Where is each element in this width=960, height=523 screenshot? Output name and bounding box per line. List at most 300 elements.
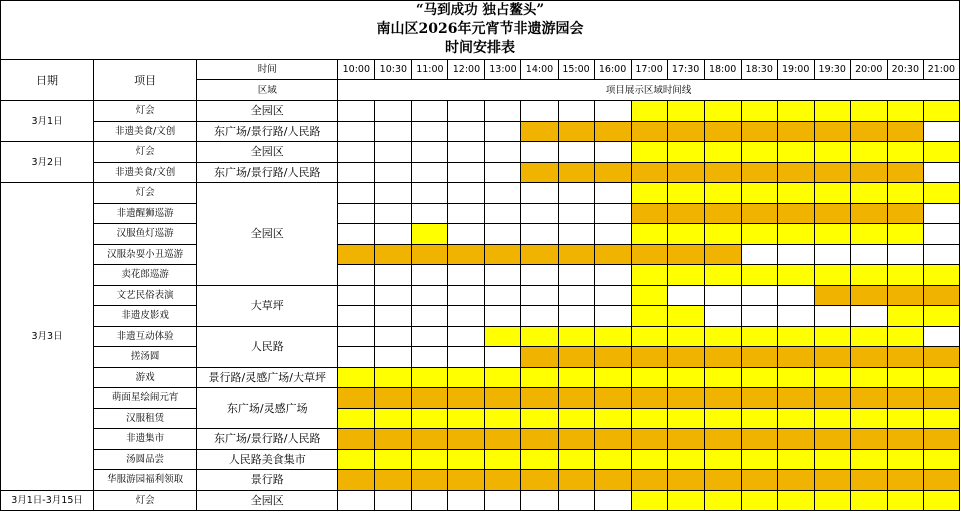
timeline-cell: [741, 306, 777, 327]
timeline-cell: [814, 449, 850, 470]
timeline-cell: [814, 183, 850, 204]
timeline-cell: [667, 470, 704, 491]
timeline-cell: [814, 429, 850, 450]
timeline-cell: [704, 121, 741, 142]
timeline-cell: [338, 326, 375, 347]
timeline-cell: [887, 347, 923, 368]
timeline-cell: [412, 367, 448, 388]
timeline-cell: [521, 347, 558, 368]
timeline-cell: [375, 265, 412, 286]
header-area: 区域: [197, 80, 338, 101]
timeline-cell: [485, 203, 521, 224]
timeline-cell: [741, 183, 777, 204]
timeline-cell: [375, 388, 412, 409]
timeline-cell: [923, 367, 959, 388]
timeline-cell: [521, 203, 558, 224]
timeline-cell: [887, 429, 923, 450]
timeline-cell: [887, 408, 923, 429]
timeline-cell: [741, 347, 777, 368]
timeline-cell: [521, 449, 558, 470]
timeline-cell: [704, 244, 741, 265]
timeline-label: 项目展示区域时间线: [338, 80, 960, 101]
timeline-cell: [485, 367, 521, 388]
schedule-row: [1, 306, 960, 327]
timeline-cell: [704, 449, 741, 470]
timeline-cell: [521, 224, 558, 245]
timeline-cell: [850, 203, 887, 224]
timeline-cell: [887, 490, 923, 511]
timeline-cell: [485, 121, 521, 142]
timeline-cell: [594, 490, 631, 511]
time-slot-header: 17:30: [667, 60, 704, 80]
timeline-cell: [375, 408, 412, 429]
schedule-row: [1, 388, 960, 409]
timeline-cell: [850, 470, 887, 491]
timeline-cell: [887, 367, 923, 388]
timeline-cell: [631, 306, 667, 327]
timeline-cell: [558, 388, 594, 409]
timeline-cell: [704, 285, 741, 306]
timeline-cell: [741, 244, 777, 265]
timeline-cell: [704, 347, 741, 368]
timeline-cell: [667, 265, 704, 286]
item-cell: 卖花郎巡游: [94, 265, 197, 286]
timeline-cell: [338, 162, 375, 183]
timeline-cell: [448, 326, 485, 347]
timeline-cell: [704, 408, 741, 429]
timeline-cell: [923, 388, 959, 409]
schedule-row: [1, 244, 960, 265]
date-cell: 3月1日: [1, 101, 94, 142]
timeline-cell: [594, 429, 631, 450]
timeline-cell: [594, 449, 631, 470]
timeline-cell: [814, 224, 850, 245]
title-schedule: 时间安排表: [445, 40, 515, 56]
area-cell: 景行路/灵感广场/大草坪: [197, 367, 338, 388]
timeline-cell: [814, 121, 850, 142]
timeline-cell: [558, 142, 594, 163]
timeline-cell: [667, 142, 704, 163]
date-cell: 3月3日: [1, 183, 94, 491]
timeline-cell: [594, 347, 631, 368]
timeline-cell: [338, 306, 375, 327]
timeline-cell: [485, 142, 521, 163]
item-cell: 非遗集市: [94, 429, 197, 450]
timeline-cell: [777, 162, 814, 183]
timeline-cell: [594, 183, 631, 204]
timeline-cell: [667, 121, 704, 142]
time-slot-header: 19:00: [777, 60, 814, 80]
timeline-cell: [741, 490, 777, 511]
timeline-cell: [777, 408, 814, 429]
timeline-cell: [887, 449, 923, 470]
timeline-cell: [777, 285, 814, 306]
timeline-cell: [923, 183, 959, 204]
timeline-cell: [741, 388, 777, 409]
timeline-cell: [485, 101, 521, 122]
timeline-cell: [375, 121, 412, 142]
timeline-cell: [887, 101, 923, 122]
timeline-cell: [777, 347, 814, 368]
timeline-cell: [741, 408, 777, 429]
area-cell: 全园区: [197, 101, 338, 122]
item-cell: 文艺民俗表演: [94, 285, 197, 306]
timeline-cell: [521, 388, 558, 409]
timeline-cell: [631, 490, 667, 511]
timeline-cell: [412, 326, 448, 347]
timeline-cell: [485, 470, 521, 491]
timeline-cell: [887, 470, 923, 491]
timeline-cell: [923, 224, 959, 245]
timeline-cell: [448, 265, 485, 286]
item-cell: 汉服鱼灯巡游: [94, 224, 197, 245]
timeline-cell: [521, 244, 558, 265]
timeline-cell: [338, 121, 375, 142]
item-cell: 非遗醒狮巡游: [94, 203, 197, 224]
timeline-cell: [338, 429, 375, 450]
item-cell: 灯会: [94, 142, 197, 163]
timeline-cell: [485, 326, 521, 347]
timeline-cell: [741, 101, 777, 122]
time-slot-header: 16:00: [594, 60, 631, 80]
timeline-cell: [741, 429, 777, 450]
timeline-cell: [631, 449, 667, 470]
timeline-cell: [448, 162, 485, 183]
timeline-cell: [375, 326, 412, 347]
timeline-cell: [850, 101, 887, 122]
timeline-cell: [887, 142, 923, 163]
timeline-cell: [375, 203, 412, 224]
timeline-cell: [558, 285, 594, 306]
timeline-cell: [594, 367, 631, 388]
timeline-cell: [777, 449, 814, 470]
timeline-cell: [741, 142, 777, 163]
timeline-cell: [923, 429, 959, 450]
timeline-cell: [704, 203, 741, 224]
schedule-row: [1, 162, 960, 183]
timeline-cell: [448, 388, 485, 409]
date-cell: 3月1日-3月15日: [1, 490, 94, 511]
area-cell: 全园区: [197, 142, 338, 163]
timeline-cell: [594, 203, 631, 224]
timeline-cell: [558, 429, 594, 450]
timeline-cell: [375, 449, 412, 470]
timeline-cell: [777, 224, 814, 245]
timeline-cell: [485, 306, 521, 327]
item-cell: 灯会: [94, 490, 197, 511]
timeline-cell: [850, 326, 887, 347]
area-cell: 全园区: [197, 183, 338, 286]
timeline-cell: [923, 408, 959, 429]
timeline-cell: [741, 285, 777, 306]
timeline-cell: [375, 101, 412, 122]
timeline-cell: [631, 244, 667, 265]
timeline-cell: [814, 203, 850, 224]
timeline-cell: [631, 224, 667, 245]
timeline-cell: [631, 367, 667, 388]
timeline-cell: [485, 490, 521, 511]
timeline-cell: [887, 162, 923, 183]
timeline-cell: [412, 429, 448, 450]
timeline-cell: [814, 470, 850, 491]
schedule-row: [1, 121, 960, 142]
timeline-cell: [521, 101, 558, 122]
item-cell: 华服游园福利领取: [94, 470, 197, 491]
timeline-cell: [814, 306, 850, 327]
time-slot-header: 10:00: [338, 60, 375, 80]
timeline-cell: [923, 142, 959, 163]
timeline-cell: [448, 142, 485, 163]
timeline-cell: [850, 306, 887, 327]
timeline-cell: [887, 265, 923, 286]
timeline-cell: [741, 449, 777, 470]
timeline-cell: [631, 162, 667, 183]
timeline-cell: [412, 347, 448, 368]
timeline-cell: [667, 449, 704, 470]
timeline-cell: [448, 224, 485, 245]
timeline-cell: [412, 101, 448, 122]
item-cell: 汉服租赁: [94, 408, 197, 429]
timeline-cell: [485, 429, 521, 450]
timeline-cell: [667, 244, 704, 265]
timeline-cell: [667, 101, 704, 122]
timeline-cell: [704, 367, 741, 388]
timeline-cell: [777, 203, 814, 224]
schedule-row: [1, 408, 960, 429]
area-cell: 东广场/景行路/人民路: [197, 162, 338, 183]
timeline-cell: [704, 265, 741, 286]
timeline-cell: [375, 142, 412, 163]
timeline-cell: [558, 470, 594, 491]
timeline-cell: [887, 224, 923, 245]
timeline-cell: [338, 490, 375, 511]
timeline-cell: [412, 388, 448, 409]
timeline-cell: [704, 429, 741, 450]
timeline-cell: [777, 244, 814, 265]
timeline-cell: [375, 347, 412, 368]
timeline-cell: [594, 388, 631, 409]
timeline-cell: [741, 265, 777, 286]
timeline-cell: [558, 367, 594, 388]
timeline-cell: [741, 224, 777, 245]
timeline-cell: [448, 490, 485, 511]
timeline-cell: [412, 265, 448, 286]
timeline-cell: [412, 285, 448, 306]
timeline-cell: [667, 408, 704, 429]
timeline-cell: [338, 142, 375, 163]
timeline-cell: [777, 101, 814, 122]
timeline-cell: [338, 367, 375, 388]
schedule-table: [0, 59, 960, 511]
timeline-cell: [521, 265, 558, 286]
area-cell: 人民路美食集市: [197, 449, 338, 470]
timeline-cell: [850, 244, 887, 265]
timeline-cell: [887, 121, 923, 142]
timeline-cell: [558, 101, 594, 122]
timeline-cell: [814, 326, 850, 347]
schedule-row: [1, 429, 960, 450]
timeline-cell: [704, 183, 741, 204]
timeline-cell: [704, 490, 741, 511]
timeline-cell: [923, 203, 959, 224]
header-item: 项目: [94, 60, 197, 101]
timeline-cell: [850, 367, 887, 388]
timeline-cell: [521, 183, 558, 204]
timeline-cell: [521, 285, 558, 306]
item-cell: 非遗美食/文创: [94, 121, 197, 142]
timeline-cell: [850, 265, 887, 286]
timeline-cell: [887, 203, 923, 224]
timeline-cell: [558, 449, 594, 470]
timeline-cell: [887, 326, 923, 347]
timeline-cell: [412, 244, 448, 265]
timeline-cell: [448, 183, 485, 204]
timeline-cell: [485, 224, 521, 245]
timeline-cell: [558, 347, 594, 368]
area-cell: 景行路: [197, 470, 338, 491]
timeline-cell: [631, 142, 667, 163]
timeline-cell: [704, 470, 741, 491]
timeline-cell: [448, 449, 485, 470]
timeline-cell: [485, 244, 521, 265]
timeline-cell: [338, 224, 375, 245]
timeline-cell: [448, 244, 485, 265]
timeline-cell: [777, 183, 814, 204]
timeline-cell: [667, 367, 704, 388]
time-slot-header: 10:30: [375, 60, 412, 80]
timeline-cell: [850, 449, 887, 470]
timeline-cell: [558, 490, 594, 511]
area-cell: 全园区: [197, 490, 338, 511]
timeline-cell: [375, 285, 412, 306]
item-cell: 搓汤圆: [94, 347, 197, 368]
timeline-cell: [631, 183, 667, 204]
timeline-cell: [777, 367, 814, 388]
timeline-cell: [338, 470, 375, 491]
timeline-cell: [667, 306, 704, 327]
timeline-cell: [338, 285, 375, 306]
timeline-cell: [667, 224, 704, 245]
timeline-cell: [448, 367, 485, 388]
time-slot-header: 14:00: [521, 60, 558, 80]
timeline-cell: [704, 388, 741, 409]
schedule-row: [1, 183, 960, 204]
timeline-cell: [338, 408, 375, 429]
timeline-cell: [558, 326, 594, 347]
timeline-cell: [521, 162, 558, 183]
timeline-cell: [814, 265, 850, 286]
timeline-cell: [375, 490, 412, 511]
timeline-cell: [448, 101, 485, 122]
timeline-cell: [850, 121, 887, 142]
timeline-cell: [448, 429, 485, 450]
timeline-cell: [667, 162, 704, 183]
time-slot-header: 17:00: [631, 60, 667, 80]
item-cell: 汤圆品尝: [94, 449, 197, 470]
timeline-cell: [631, 470, 667, 491]
timeline-cell: [412, 470, 448, 491]
timeline-cell: [850, 388, 887, 409]
timeline-cell: [594, 142, 631, 163]
timeline-cell: [704, 101, 741, 122]
time-slot-header: 12:00: [448, 60, 485, 80]
timeline-cell: [923, 265, 959, 286]
item-cell: 灯会: [94, 183, 197, 204]
timeline-cell: [850, 285, 887, 306]
timeline-cell: [631, 429, 667, 450]
timeline-cell: [850, 347, 887, 368]
timeline-cell: [558, 244, 594, 265]
timeline-cell: [631, 326, 667, 347]
timeline-cell: [923, 101, 959, 122]
timeline-cell: [448, 347, 485, 368]
timeline-cell: [375, 162, 412, 183]
item-cell: 汉服杂耍小丑巡游: [94, 244, 197, 265]
timeline-cell: [521, 326, 558, 347]
timeline-cell: [667, 203, 704, 224]
timeline-cell: [594, 408, 631, 429]
timeline-cell: [375, 367, 412, 388]
area-cell: 东广场/景行路/人民路: [197, 429, 338, 450]
schedule-row: [1, 367, 960, 388]
timeline-cell: [741, 162, 777, 183]
area-cell: 东广场/灵感广场: [197, 388, 338, 429]
timeline-cell: [814, 408, 850, 429]
timeline-cell: [594, 326, 631, 347]
timeline-cell: [412, 306, 448, 327]
timeline-cell: [667, 285, 704, 306]
timeline-cell: [485, 183, 521, 204]
timeline-cell: [814, 388, 850, 409]
timeline-cell: [704, 326, 741, 347]
timeline-cell: [631, 347, 667, 368]
timeline-cell: [667, 490, 704, 511]
timeline-cell: [485, 285, 521, 306]
time-slot-header: 21:00: [923, 60, 959, 80]
timeline-cell: [667, 388, 704, 409]
timeline-cell: [448, 285, 485, 306]
timeline-cell: [850, 429, 887, 450]
timeline-cell: [923, 470, 959, 491]
timeline-cell: [521, 306, 558, 327]
timeline-cell: [850, 162, 887, 183]
time-slot-header: 18:00: [704, 60, 741, 80]
timeline-cell: [887, 244, 923, 265]
timeline-cell: [338, 347, 375, 368]
item-cell: 非遗皮影戏: [94, 306, 197, 327]
timeline-cell: [558, 265, 594, 286]
timeline-cell: [375, 244, 412, 265]
timeline-cell: [777, 306, 814, 327]
timeline-cell: [521, 490, 558, 511]
schedule-row: [1, 490, 960, 511]
timeline-cell: [777, 326, 814, 347]
timeline-cell: [338, 449, 375, 470]
header-time: 时间: [197, 60, 338, 80]
timeline-cell: [814, 347, 850, 368]
timeline-cell: [814, 244, 850, 265]
timeline-cell: [777, 388, 814, 409]
timeline-cell: [631, 408, 667, 429]
timeline-cell: [777, 121, 814, 142]
timeline-cell: [338, 265, 375, 286]
schedule-row: [1, 326, 960, 347]
timeline-cell: [412, 408, 448, 429]
title-block: [0, 0, 960, 60]
timeline-cell: [412, 203, 448, 224]
timeline-cell: [923, 326, 959, 347]
schedule-row: [1, 265, 960, 286]
